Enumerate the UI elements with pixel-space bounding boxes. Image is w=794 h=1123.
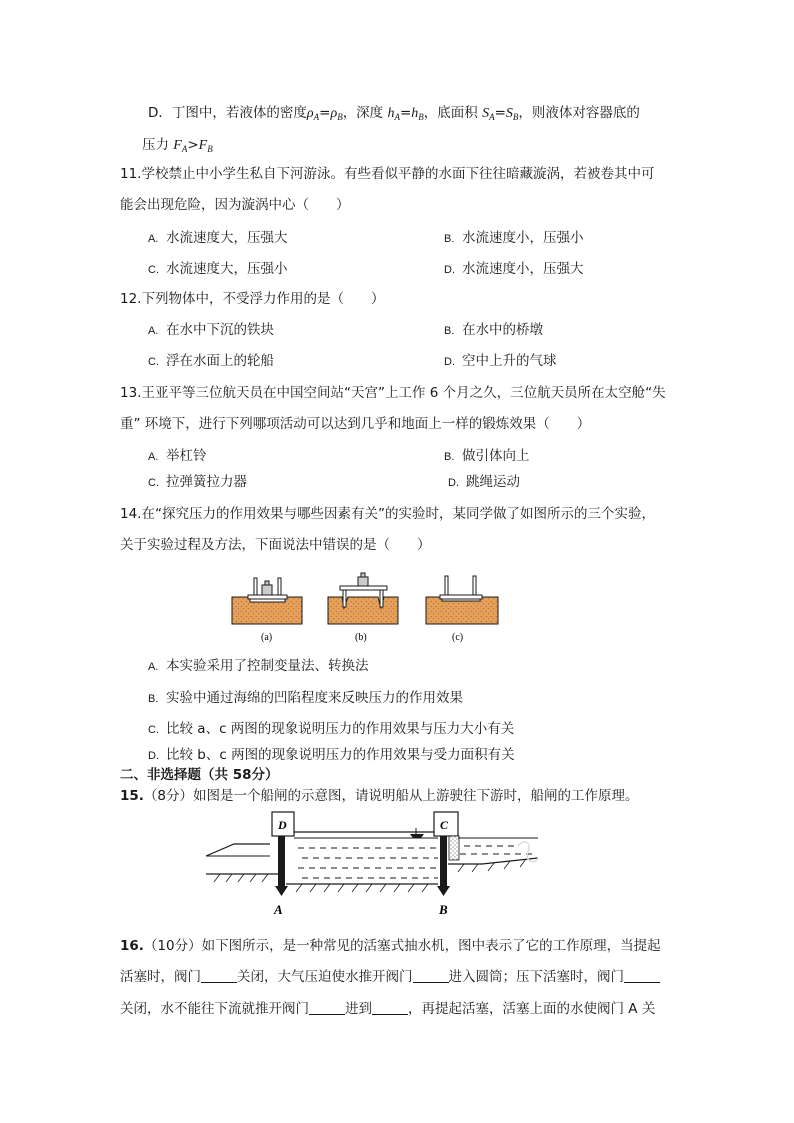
weight-b-knob [361,573,365,577]
option-letter: A. [148,451,159,463]
option-text: 比较 b、c 两图的现象说明压力的作用效果与受力面积有关 [166,747,515,763]
option-text: 在水中的桥墩 [462,322,543,338]
q13-option-a[interactable] [148,446,207,467]
h-symbol: h [387,106,395,121]
f-symbol: F [173,138,182,153]
option-text: 拉弹簧拉力器 [166,474,247,490]
s-symbol: S [505,106,513,121]
q14-stem-line2: 关于实验过程及方法，下面说法中错误的是（ ） [120,537,431,553]
option-letter: B. [444,325,455,337]
q15-number: 15. [120,788,144,804]
sub-a: A [181,144,188,154]
q14-option-a[interactable] [148,656,369,677]
q12-option-d[interactable] [444,351,557,372]
q11-option-c[interactable] [148,259,288,280]
label-b: B [439,902,448,917]
arrow-b [437,886,450,896]
label-d: D [278,818,287,832]
q12-stem: 12.下列物体中，不受浮力作用的是（ ） [120,291,385,307]
section-title: 二、非选择题（共 58分） [120,767,279,783]
sponge-a [232,597,302,624]
q16-text: 进入圆筒；压下活塞时，阀门 [448,969,624,985]
option-letter: A. [148,325,159,337]
answer-blank-4[interactable] [309,1000,345,1015]
downstream-dashes [460,846,532,854]
weight-a [262,585,272,595]
answer-blank-5[interactable] [372,1000,408,1015]
sand-block [449,836,459,860]
option-letter: C. [148,724,159,736]
q14-option-b[interactable] [148,688,463,709]
q14-option-d[interactable] [148,745,515,766]
gt: > [187,137,199,153]
table-top-c [440,595,482,599]
sponge-b-group [328,573,398,643]
q10-option-d [148,103,640,127]
sub-b: B [418,112,424,122]
sub-b: B [512,112,519,122]
option-text: 水流速度小，压强大 [462,261,584,277]
q11-option-a[interactable] [148,228,288,249]
q16-number: 16. [120,938,144,954]
q16-score: （10分） [143,938,202,954]
option-text: 实验中通过海绵的凹陷程度来反映压力的作用效果 [166,690,463,706]
option-letter: B. [444,233,455,245]
q10-sep: ，底面积 [423,105,478,121]
q16-text: 如下图所示，是一种常见的活塞式抽水机，图中表示了它的工作原理，当提起 [201,938,661,954]
q16-line1 [120,936,661,956]
ground-hatch-mid [296,884,428,892]
q16-text: 关闭，水不能往下流就推开阀门 [120,1001,309,1017]
rho-symbol: ρ [330,106,338,121]
arrow-a [275,886,288,896]
table-leg-a-right [278,578,281,595]
option-text: 做引体向上 [462,448,530,464]
q10-prefix: 压力 [142,137,169,153]
option-text: 水流速度小，压强小 [462,230,584,246]
q10-option-d-line2 [142,135,213,159]
q13-stem-line1: 13.王亚平等三位航天员在中国空间站“天宫”上工作 6 个月之久，三位航天员所在太空舱“失 [120,385,666,401]
q12-option-c[interactable] [148,351,274,372]
q15-text: 如图是一个船闸的示意图，请说明船从上游驶往下游时，船闸的工作原理。 [193,788,639,804]
q13-option-d[interactable] [448,472,520,493]
option-letter: D. [148,750,159,762]
option-text: 水流速度大，压强小 [166,261,288,277]
sub-a: A [313,112,320,122]
answer-blank-2[interactable] [413,968,449,983]
label-c: C [440,818,449,832]
answer-blank-1[interactable] [201,968,237,983]
option-text: 水流速度大，压强大 [166,230,288,246]
option-text: 举杠铃 [166,448,207,464]
answer-blank-3[interactable] [624,968,660,983]
q14-option-c[interactable] [148,719,514,740]
option-letter: C. [148,264,159,276]
option-letter: C. [148,477,159,489]
sponge-c-group [426,576,498,643]
q14-stem-line1: 14.在“探究压力的作用效果与哪些因素有关”的实验时，某同学做了如图所示的三个实验， [120,506,655,522]
option-letter: D. [444,356,455,368]
q11-stem-line2: 能会出现危险，因为漩涡中心（ ） [120,197,350,213]
q11-stem-line1: 11.学校禁止中小学生私自下河游泳。有些看似平静的水面下往往暗藏漩涡，若被卷其中可 [120,166,655,182]
option-text: 空中上升的气球 [462,353,557,369]
f-symbol: F [198,138,208,153]
q10-sep: ，深度 [342,105,384,121]
label-a: A [274,902,283,917]
sponge-b [328,597,398,624]
sponge-a-group [232,578,302,643]
eq: = [399,105,412,121]
gate-c [440,836,447,888]
q16-text: 进到 [345,1001,372,1017]
option-text: 在水中下沉的铁块 [166,322,274,338]
h-symbol: h [411,106,419,121]
sub-b: B [207,144,213,154]
q12-option-b[interactable] [444,320,543,341]
eq: = [494,105,506,121]
upstream-bank [206,844,270,856]
option-letter: D. [444,264,455,276]
q15-score: （8分） [143,788,194,804]
gate-d [278,836,285,888]
fig-b-label: (b) [355,632,367,643]
q13-stem-line2: 重” 环境下，进行下列哪项活动可以达到几乎和地面上一样的锻炼效果（ ） [120,416,591,432]
q11-option-d[interactable] [444,259,584,280]
lock-chamber [294,838,444,882]
option-text: 本实验采用了控制变量法、转换法 [166,658,369,674]
table-top-a [248,595,287,599]
weight-b [358,577,368,586]
q16-line2 [120,967,660,987]
option-letter: B. [148,693,159,705]
eq: = [319,105,331,121]
s-symbol: S [482,106,490,121]
table-top-b [340,586,387,590]
q13-option-c[interactable] [148,472,247,493]
option-letter: A. [148,661,159,673]
q14-figure [230,570,510,648]
option-letter: B. [444,451,455,463]
sub-a: A [394,112,400,122]
sponge-c [426,597,498,624]
table-leg-b-right [380,590,383,607]
q11-option-b[interactable] [444,228,584,249]
ground-hatch-left [214,874,268,882]
sub-b: B [337,112,343,122]
option-letter: D. [448,477,459,489]
q16-text: 活塞时，阀门 [120,969,201,985]
option-letter: C. [148,356,159,368]
sub-a: A [489,112,495,122]
table-leg-c-right [473,576,476,595]
q16-line3 [120,999,655,1019]
q16-text: ，再提起活塞，活塞上面的水使阀门 A 关 [408,1001,656,1017]
option-letter: A. [148,233,159,245]
option-text: 浮在水面上的轮船 [166,353,274,369]
q10-tail: ，则液体对容器底的 [518,105,640,121]
q16-text: 关闭，大气压迫使水推开阀门 [237,969,413,985]
table-leg-c-left [445,576,448,595]
q15-stem [120,786,639,806]
q15-ship-lock-figure [202,808,542,920]
table-leg-a-left [254,578,257,595]
option-text: 比较 a、c 两图的现象说明压力的作用效果与压力大小有关 [166,721,515,737]
boat-icon [410,834,424,838]
fig-a-label: (a) [261,632,273,643]
fig-c-label: (c) [452,632,464,643]
option-text: 跳绳运动 [466,474,520,490]
q10-d-text: D．丁图中，若液体的密度 [148,105,307,121]
q13-option-b[interactable] [444,446,530,467]
table-leg-b-left [343,590,346,607]
weight-a-knob [265,581,269,585]
rho-symbol: ρ [306,106,314,121]
q12-option-a[interactable] [148,320,274,341]
